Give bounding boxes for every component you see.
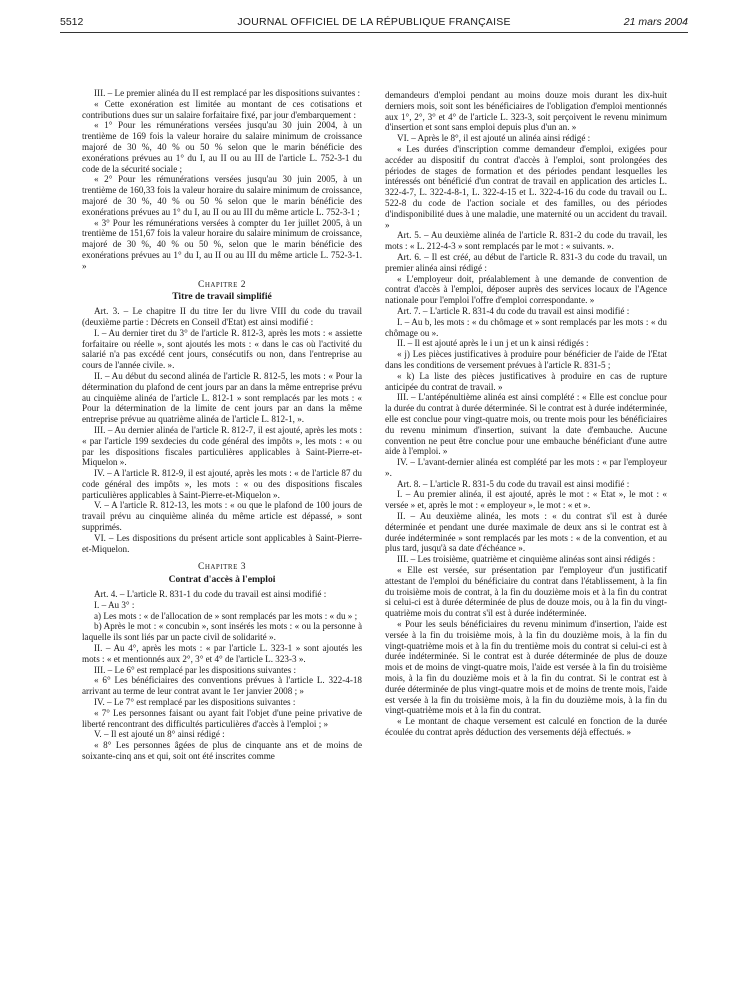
paragraph: II. – Au début du second alinéa de l'article R. 812-5, les mots : « Pour la détermination du plafond de cent jours par an dans la même entreprise prévu au cinquième alinéa de l'article L. 812-1 » sont remplacés par les mots : « Pour la détermination de la limite de cent jours par an dans la même entreprise prévue au quatrième alinéa de l'article L. 812-1, ». bbox=[82, 370, 362, 425]
paragraph: Art. 4. – L'article R. 831-1 du code du travail est ainsi modifié : bbox=[94, 589, 327, 600]
paragraph: IV. – A l'article R. 812-9, il est ajouté, après les mots : « de l'article 87 du code général des impôts », les mots : « ou des dispositions fiscales particulières applicables à Saint-Pierre-et-Miquelon ». bbox=[82, 468, 362, 500]
paragraph: V. – Il est ajouté un 8° ainsi rédigé : bbox=[94, 729, 225, 740]
paragraph: a) Les mots : « de l'allocation de » sont remplacés par les mots : « du » ; bbox=[94, 610, 358, 621]
paragraph: Art. 7. – L'article R. 831-4 du code du travail est ainsi modifié : bbox=[397, 305, 630, 316]
paragraph: « Le montant de chaque versement est calculé en fonction de la durée écoulée du contrat après déduction des versements déjà effectués. » bbox=[385, 716, 667, 738]
paragraph: demandeurs d'emploi pendant au moins douze mois durant les dix-huit derniers mois, soit sont les bénéficiaires de l'obligation d'emploi mentionnés aux 1°, 2°, 3° et 4° de l'article L. 323-3, soit perçoivent le revenu minimum d'insertion et sont sans emploi depuis plus d'un an. » bbox=[385, 90, 667, 133]
paragraph: « 8° Les personnes âgées de plus de cinquante ans et de moins de soixante-cinq ans et qui, soit ont été inscrites comme bbox=[82, 740, 362, 762]
paragraph: III. – Les troisième, quatrième et cinquième alinéas sont ainsi rédigés : bbox=[397, 554, 656, 565]
paragraph: I. – Au 3° : bbox=[94, 599, 135, 610]
paragraph: III. – Au dernier alinéa de l'article R. 812-7, il est ajouté, après les mots : « par l'article 199 sexdecies du code général des impôts », les mots : « ou par les dispositions fiscales particulières applicables à Saint-Pierre-et-Miquelon ». bbox=[82, 424, 362, 468]
paragraph: VI. – Après le 8°, il est ajouté un alinéa ainsi rédigé : bbox=[397, 133, 591, 144]
paragraph: Art. 6. – Il est créé, au début de l'article R. 831-3 du code du travail, un premier alinéa ainsi rédigé : bbox=[385, 251, 667, 273]
page-number: 5512 bbox=[60, 16, 84, 28]
header-rule bbox=[60, 32, 688, 33]
journal-title: JOURNAL OFFICIEL DE LA RÉPUBLIQUE FRANÇAISE bbox=[237, 16, 511, 28]
paragraph: b) Après le mot : « concubin », sont insérés les mots : « ou la personne à laquelle ils sont liés par un pacte civil de solidarité ». bbox=[82, 621, 362, 643]
paragraph: « L'employeur doit, préalablement à une demande de convention de contrat d'accès à l'emploi, déposer auprès des services locaux de l'Agence nationale pour l'emploi l'offre d'emploi correspondante. » bbox=[385, 273, 667, 306]
paragraph: « Cette exonération est limitée au montant de ces cotisations et contributions dues sur un salaire forfaitaire fixé, par jour d'embarquement : bbox=[82, 98, 362, 120]
section-title: Titre de travail simplifié bbox=[172, 291, 272, 303]
left-column bbox=[82, 88, 362, 762]
paragraph: I. – Au dernier tiret du 3° de l'article R. 812-3, après les mots : « assiette forfaitaire ou réelle », sont ajoutés les mots : « dans le cas où l'activité du salarié n'a pas excédé cent jours, consécutifs ou non, dans l'entreprise au cours de l'année civile. ». bbox=[82, 327, 362, 371]
paragraph: « k) La liste des pièces justificatives à produire en cas de rupture anticipée du contrat de travail. » bbox=[385, 370, 667, 392]
paragraph: I. – Au premier alinéa, il est ajouté, après le mot : « Etat », le mot : « versée » et, après le mot : « employeur », le mot : « et ». bbox=[385, 489, 667, 511]
paragraph: « 6° Les bénéficiaires des conventions prévues à l'article L. 322-4-18 arrivant au terme de leur contrat avant le 1er janvier 2008 ; » bbox=[82, 675, 362, 697]
paragraph: « Pour les seuls bénéficiaires du revenu minimum d'insertion, l'aide est versée à la fin du troisième mois, à la fin du douzième mois, à la fin du vingt-quatrième mois et à la fin du trentième mois du contrat si celui-ci est à durée indéterminée. Si le contrat est à durée déterminée de plus de douze mois et de moins de vingt-quatre mois, l'aide est versée à la fin du troisième mois, à la fin du douzième mois et à la fin du contrat. Si le contrat est à durée déterminée de plus vingt-quatre mois et de moins de trente mois, l'aide est versée à la fin du troisième mois, à la fin du douzième mois, à la fin du vingt-quatrième mois et à la fin du contrat. bbox=[385, 619, 667, 716]
paragraph: III. – Le premier alinéa du II est remplacé par les dispositions suivantes : bbox=[94, 88, 361, 98]
paragraph: Art. 3. – Le chapitre II du titre Ier du livre VIII du code du travail (deuxième partie : Décrets en Conseil d'Etat) est ainsi modifié : bbox=[82, 306, 362, 327]
paragraph: II. – Au deuxième alinéa, les mots : « du contrat s'il est à durée déterminée et pendant une durée maximale de deux ans si le contrat est à durée indéterminée » sont remplacés par les mots : « de la convention, et au plus tard, jusqu'à sa date d'échéance ». bbox=[385, 511, 667, 554]
paragraph: « 7° Les personnes faisant ou ayant fait l'objet d'une peine privative de liberté rencontrant des difficultés particulières d'accès à l'emploi ; » bbox=[82, 707, 362, 729]
paragraph: IV. – Le 7° est remplacé par les dispositions suivantes : bbox=[94, 697, 296, 708]
right-column bbox=[385, 90, 667, 738]
paragraph: II. – Il est ajouté après le i un j et un k ainsi rédigés : bbox=[397, 338, 589, 349]
paragraph: VI. – Les dispositions du présent article sont applicables à Saint-Pierre-et-Miquelon. bbox=[82, 532, 362, 554]
paragraph: Art. 5. – Au deuxième alinéa de l'article R. 831-2 du code du travail, les mots : « L. 212-4-3 » sont remplacés par le mot : « suivants. ». bbox=[385, 230, 667, 252]
paragraph: V. – A l'article R. 812-13, les mots : « ou que le plafond de 100 jours de travail prévu au cinquième alinéa du même article est dépassé, » sont supprimés. bbox=[82, 500, 362, 533]
page-header bbox=[60, 10, 688, 30]
paragraph: « Elle est versée, sur présentation par l'employeur d'un justificatif attestant de l'emploi du bénéficiaire du contrat dans l'établissement, à la fin du troisième mois de contrat, à la fin du douzième mois et à la fin du contrat si celui-ci est à durée déterminée de plus de douze mois, ou à la fin du vingt-quatrième mois du contrat s'il est à durée indéterminée. bbox=[385, 565, 667, 619]
paragraph: « 3° Pour les rémunérations versées à compter du 1er juillet 2005, à un trentième de 151,67 fois la valeur horaire du salaire minimum de croissance, majoré de 30 %, 40 % ou 50 %, selon que le marin bénéficie des exonérations prévues au 1° du I, au II ou au III du même article L. 752-3-1. » bbox=[82, 217, 362, 271]
chapter-heading: Chapitre 3 bbox=[197, 562, 247, 573]
paragraph: Art. 8. – L'article R. 831-5 du code du travail est ainsi modifié : bbox=[397, 478, 630, 489]
chapter-heading: Chapitre 2 bbox=[197, 279, 247, 290]
paragraph: « Les durées d'inscription comme demandeur d'emploi, exigées pour accéder au dispositif du contrat d'accès à l'emploi, sont prolongées des périodes de stages de formation et des périodes pendant lesquelles les intéressés ont bénéficié d'un contrat de travail en application des articles L. 322-4-7, L. 322-4-8-1, L. 322-4-15 et L. 322-4-16 du code du travail ou L. 522-8 du code de l'action sociale et des familles, ou des périodes d'indisponibilité dues à une maladie, une maternité ou un accident du travail. » bbox=[385, 143, 667, 230]
paragraph: « j) Les pièces justificatives à produire pour bénéficier de l'aide de l'Etat dans les conditions de versement prévues à l'article R. 831-5 ; bbox=[385, 349, 667, 370]
issue-date: 21 mars 2004 bbox=[623, 16, 688, 28]
paragraph: I. – Au b, les mots : « du chômage et » sont remplacés par les mots : « du chômage ou ». bbox=[385, 316, 667, 338]
section-title: Contrat d'accès à l'emploi bbox=[168, 574, 276, 586]
paragraph: III. – Le 6° est remplacé par les dispositions suivantes : bbox=[94, 664, 297, 675]
paragraph: III. – L'antépénultième alinéa est ainsi complété : « Elle est conclue pour la durée du contrat à durée déterminée. Si le contrat est à durée indéterminée, elle est conclue pour vingt-quatre mois, ou trente mois pour les bénéficiaires du revenu minimum d'insertion, suivant la date d'embauche. Aucune convention ne peut être conclue pour une embauche bénéficiant d'une autre aide à l'emploi. » bbox=[385, 392, 667, 457]
paragraph: II. – Au 4°, après les mots : « par l'article L. 323-1 » sont ajoutés les mots : « et mentionnés aux 2°, 3° et 4° de l'article L. 323-3 ». bbox=[82, 643, 362, 664]
paragraph: IV. – L'avant-dernier alinéa est complété par les mots : « par l'employeur ». bbox=[385, 457, 667, 478]
paragraph: « 2° Pour les rémunérations versées jusqu'au 30 juin 2005, à un trentième de 160,33 fois la valeur horaire du salaire minimum de croissance, majoré de 30 %, 40 % ou 50 % selon que le marin bénéficie des exonérations prévues au 1° du I, au II ou au III du même article L. 752-3-1 ; bbox=[82, 174, 362, 217]
paragraph: « 1° Pour les rémunérations versées jusqu'au 30 juin 2004, à un trentième de 169 fois la valeur horaire du salaire minimum de croissance majoré de 30 %, 40 % ou 50 % selon que le marin bénéficie des exonérations prévues au 1° du I, au II ou au III de l'article L. 752-3-1 du code de la sécurité sociale ; bbox=[82, 120, 362, 174]
